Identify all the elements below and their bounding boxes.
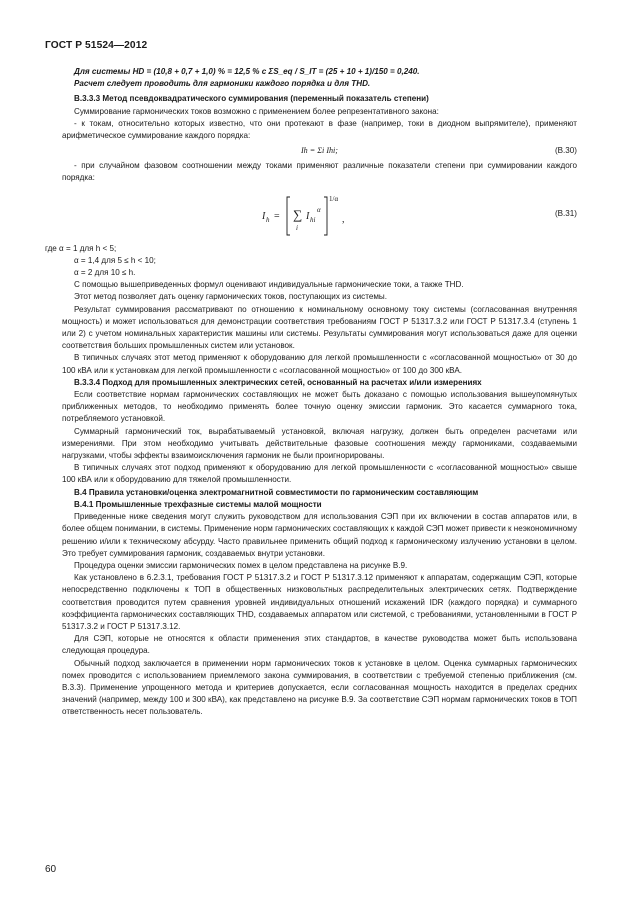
svg-text:i: i	[296, 223, 298, 232]
paragraph: В типичных случаях этот подход применяют к оборудованию для легкой промышленности с «согласованной мощностью» свыше 100 кВА или к оборудованию для тяжелой промышленности.	[62, 463, 577, 485]
formula-expression: Ih = Σi Ihi;	[300, 146, 339, 156]
formula-number: (B.30)	[554, 146, 577, 156]
paragraph: - при случайном фазовом соотношении между токами применяют различные показатели степени при суммировании каждого порядка:	[62, 161, 577, 183]
paragraph: Результат суммирования рассматривают по отношению к номинальному основному току системы (согласованная внутренняя мощность) и может использоваться для демонстрации соответствия требованиям ГОСТ Р 51317.3.2 или ГОСТ Р 51317.3.4 (ступень 1 или 2) с учетом номинальных характеристик машины или системы. Результаты суммирования могут использоваться даже для оценки соответствия больших промышленных систем или установок.	[62, 304, 577, 351]
svg-text:I: I	[306, 210, 310, 222]
condition-line: где α = 1 для h < 5;	[45, 243, 117, 253]
example-line-1: Для системы HD = (10,8 + 0,7 + 1,0) % = 12,5 % с ΣS_eq / S_IT = (25 + 10 + 1)/150 = 0,240.	[74, 67, 420, 76]
svg-text:∑: ∑	[293, 206, 303, 222]
section-heading-b41: B.4.1 Промышленные трехфазные системы малой мощности	[74, 499, 322, 509]
paragraph: В типичных случаях этот метод применяют к оборудованию для легкой промышленности с «согласованной мощностью» от 30 до 100 кВА или к установкам для легкой промышленности с «согласованной мощностью» от 100 до 300 кВА.	[62, 353, 577, 375]
paragraph: Приведенные ниже сведения могут служить руководством для использования СЭП при их включении в состав аппаратов или, в более общем понимании, в системы. Применение норм гармонических составляющих к каждой СЭП может привести к неэкономичному решению и/или к техническому абсурду. Часто правильнее применить общий подход к гармоническому излучению установки в целом. Это требует суммирования гармоник, создаваемых внутри установки.	[62, 512, 577, 558]
section-heading-b4: B.4 Правила установки/оценка электромагнитной совместимости по гармоническим составляющим	[74, 487, 479, 497]
page-number: 60	[45, 864, 57, 875]
condition-line: α = 2 для 10 ≤ h.	[74, 268, 136, 278]
svg-text:hi: hi	[310, 215, 316, 224]
document-header: ГОСТ Р 51524—2012	[45, 40, 148, 51]
page-content	[45, 66, 577, 719]
paragraph: Обычный подход заключается в применении норм гармонических токов к установке в целом. Оценка суммарных гармонических помех проводится с использованием приемлемого закона суммирования, в соответствии с требуемой степенью приближения (см. B.3.3). Применение упрощенного метода и критериев допускается, если согласованная мощность находится в пределах средних значений (например, между 100 и 300 кВА), как представлено на рисунке B.9. За соответствие СЭП нормам гармонических токов в ТОП ответственность несет пользователь.	[62, 658, 577, 717]
paragraph: Этот метод позволяет дать оценку гармонических токов, поступающих из системы.	[74, 292, 387, 302]
svg-text:h: h	[266, 215, 270, 224]
paragraph: Процедура оценки эмиссии гармонических помех в целом представлена на рисунке B.9.	[74, 560, 408, 570]
paragraph: Для СЭП, которые не относятся к области применения этих стандартов, в качестве руководства может быть использована следующая процедура.	[62, 634, 577, 656]
formula-b31-graphic	[260, 189, 410, 241]
paragraph: - к токам, относительно которых известно, что они протекают в фазе (например, токи в диодном выпрямителе), применяют арифметическое суммирование каждого порядка:	[62, 118, 577, 141]
formula-number: (B.31)	[554, 208, 577, 218]
paragraph: Суммарный гармонический ток, вырабатываемый установкой, включая нагрузку, должен быть определен расчетами или измерениями. При этом необходимо учитывать действительные фазовые соотношения между гармониками, создаваемыми нагрузками, чтобы эффекты взаимоисключения гармоник не были проигнорированы.	[62, 426, 577, 461]
formula-b30	[62, 142, 577, 160]
example-line-2: Расчет следует проводить для гармоники каждого порядка и для THD.	[74, 79, 371, 89]
svg-text:,: ,	[342, 213, 345, 225]
svg-text:I: I	[262, 210, 266, 222]
svg-text:α: α	[317, 205, 321, 214]
svg-text:1/α: 1/α	[329, 194, 339, 203]
section-heading-b3334: B.3.3.4 Подход для промышленных электрических сетей, основанный на расчетах и/или измерениях	[74, 377, 482, 387]
paragraph: Суммирование гармонических токов возможно с применением более репрезентативного закона:	[74, 106, 439, 116]
formula-b31	[62, 189, 577, 241]
svg-text:=: =	[274, 210, 280, 222]
condition-line: α = 1,4 для 5 ≤ h < 10;	[74, 255, 156, 265]
paragraph: Если соответствие нормам гармонических составляющих не может быть доказано с помощью использования вышеупомянутых приближенных методов, то необходимо применять более точную оценку эмиссии гармоник. Это касается суммарного тока, потребляемого установкой.	[62, 390, 577, 424]
paragraph: С помощью вышеприведенных формул оценивают индивидуальные гармонические токи, а также THD.	[74, 280, 464, 290]
section-heading-b3333: B.3.3.3 Метод псевдоквадратического суммирования (переменный показатель степени)	[74, 94, 429, 104]
paragraph: Как установлено в 6.2.3.1, требования ГОСТ Р 51317.3.2 и ГОСТ Р 51317.3.12 применяют к аппаратам, содержащим СЭП, которые непосредственно подключены к ТОП в общественных низковольтных распределительных электрических сетях. Подтверждение соответствия проводится путем сравнения уровней индивидуальных отношений искажений IDR (каждого порядка) и суммарного коэффициента гармонических составляющих THD, создаваемых аппаратом или системой, с требованиями, установленными в ГОСТ Р 51317.3.2 и ГОСТ Р 51317.3.12.	[62, 573, 577, 631]
